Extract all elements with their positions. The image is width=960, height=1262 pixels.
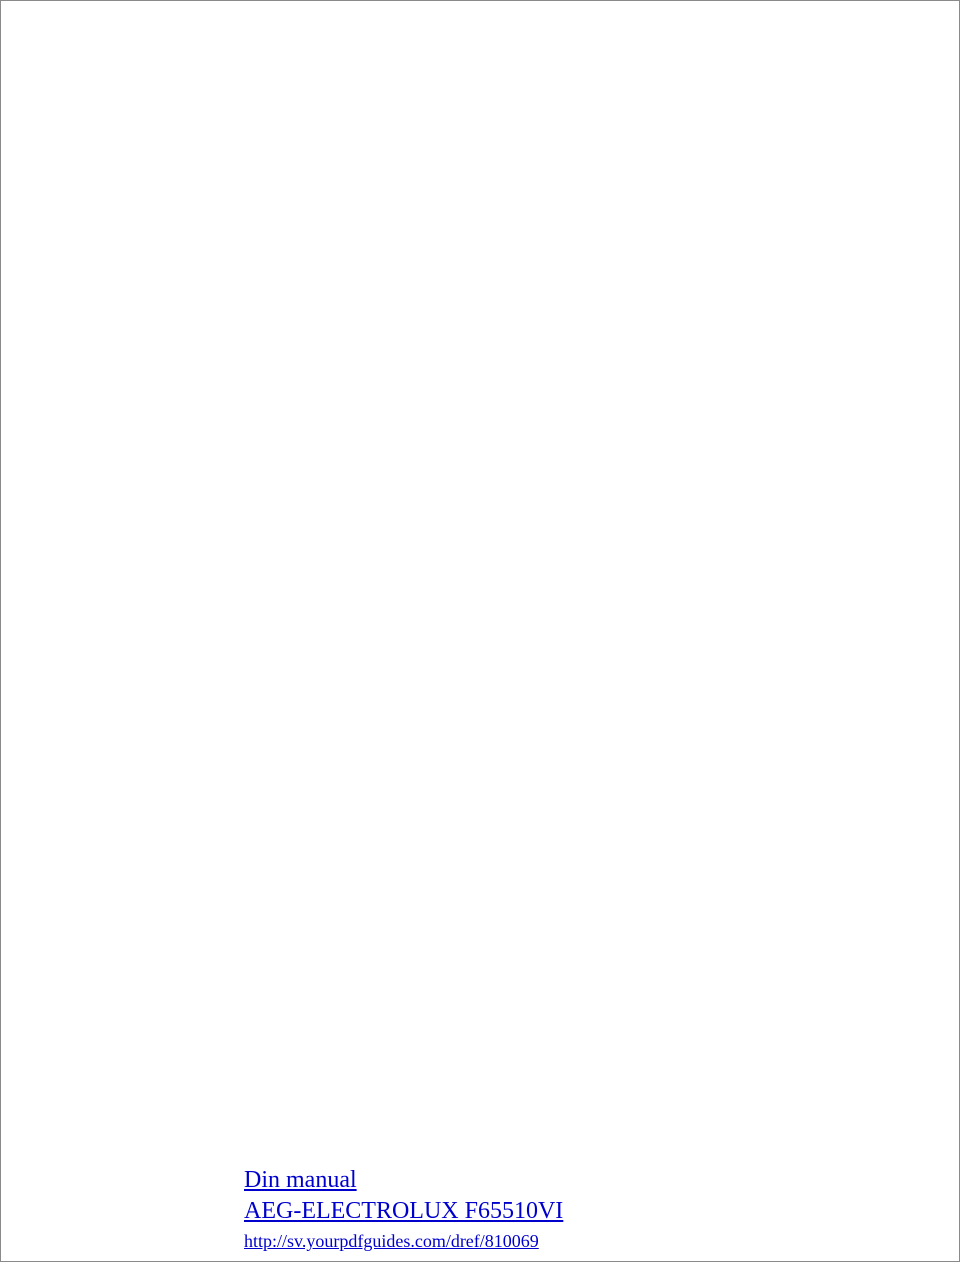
manual-link[interactable]: Din manual: [244, 1167, 357, 1193]
footer-links: [244, 1165, 563, 1255]
model-link[interactable]: AEG-ELECTROLUX F65510VI: [244, 1198, 564, 1224]
url-link[interactable]: http://sv.yourpdfguides.com/dref/810069: [244, 1231, 539, 1251]
